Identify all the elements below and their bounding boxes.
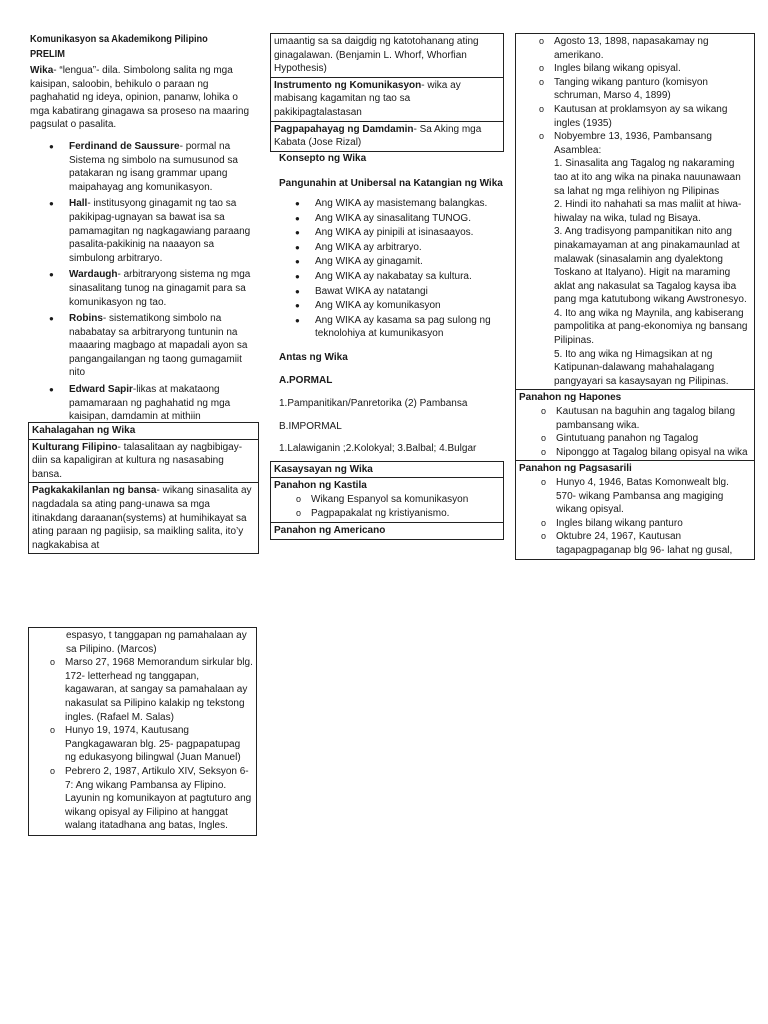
section-heading: Pangunahin at Unibersal na Katangian ng Wika [279,178,503,190]
list-item: ● Ang WIKA ay komunikasyon [304,299,504,313]
wika-text: - “lengua”- dila. Simbolong salita ng mga kaisipan, saloobin, behikulo o paraan ng paghahatid ng ideya, opinion, pananw, lohika o mga kabatirang ginagawa sa proseso na maaring pagsulat o pasalita. [30,65,250,131]
katangian-list [270,197,504,341]
asamblea-points: 1. Sinasalita ang Tagalog ng nakaraming tao at ito ang wika na pinaka nauunawaan sa lahat ng mga relihiyon ng Pilipinas 2. Hindi ito nahahati sa mas maliit at hiwa-hiwalay na wika, tulad ng Bisaya. 3. Ang tradisyong pampanitikan nito ang pinakamayaman at ang pinakamaunlad at malawak (sinasalamin ang dyalektong Toskano at Italyano). Higit na maraming aklat ang nakasulat sa Tagalog kaysa iba pang mga katutubong wikang Awstronesyo. 4. Ito ang wika ng Maynila, ang kabiserang pampolitika at pang-ekonomiya ng bansang Pilipinas. 5. Ito ang wika ng Himagsikan at ng Katipunan-dalawang mahahalagang pangyayari sa kasaysayan ng Pilipinas. [554,158,748,387]
table-row: umaantig sa sa daigdig ng katotohanang ating ginagalawan. (Benjamin L. Whorf, Whorfian Hypothesis) [271,34,503,78]
section-heading: Konsepto ng Wika [279,152,367,164]
table-row [516,390,754,461]
column-1 [30,32,260,427]
antas-section [270,351,504,456]
list-item: ● Ang WIKA ay nakabatay sa kultura. [304,270,504,284]
list-item: o Kautusan na baguhin ang tagalog bilang pambansang wika. [541,405,751,432]
table-row: Pagkakakilanlan ng bansa- wikang sinasalita ay nagdadala sa ating pang-unawa sa mga itinakdang daraanan(systems) at humihikayat sa ating paraan ng pagiisip, sa maikling salita, ito’y nagkakabisa at [32,485,252,551]
list-item: ● Ang WIKA ay pinipili at isinasaayos. [304,226,504,240]
column-3 [515,33,755,560]
continuation-text: espasyo, t tanggapan ng pamahalaan ay sa Pilipino. (Marcos) [66,630,247,655]
definition-item: ● Wardaugh- arbitraryong sistema ng mga sinasalitang tunog na ginagamit para sa komunikasyon ng tao. [58,268,260,309]
list-item: o Nobyembre 13, 1936, Pambansang Asamblea: [539,130,751,157]
table-row [516,461,754,558]
list-item: o Ingles bilang wikang opisyal. [539,62,751,76]
kahalagahan-table [28,422,259,554]
list-item: ● Ang WIKA ay sinasalitang TUNOG. [304,212,504,226]
hapones-heading: Panahon ng Hapones [519,392,622,404]
table-header: Kahalagahan ng Wika [29,423,258,440]
table-row: Pagpapahayag ng Damdamin- Sa Aking mga Kabata (Jose Rizal) [274,123,482,149]
definition-item: ● Robins- sistematikong simbolo na nababatay sa arbitraryong tuntunin na maaaring magbago at mapadali ayon sa pangangailangan ng taong gumagamiit nito [58,312,260,380]
table-row [271,478,503,523]
definition-item: ● Ferdinand de Saussure- pormal na Sistema ng simbolo na sumusunod sa patakaran ng isang grammar upang maipahayag ang komunikasyon. [58,140,260,194]
list-item: o Hunyo 4, 1946, Batas Komonwealt blg. 570- wikang Pambansa ang magiging wikang opisyal. [541,476,751,517]
list-item: o Marso 27, 1968 Memorandum sirkular blg. 172- letterhead ng tanggapan, kagawaran, at sangay sa pamahalaan ay nakasulat sa Pilipino kalakip ng tekstong ingles. (Rafael M. Salas) [50,656,253,724]
americano-heading: Panahon ng Americano [274,525,386,537]
konsepto-section [270,152,504,191]
document-title: Komunikasyon sa Akademikong Pilipino [30,33,208,45]
list-item: ● Ang WIKA ay masistemang balangkas. [304,197,504,211]
definition-list [30,140,260,424]
list-item: o Gintutuang panahon ng Tagalog [541,432,751,446]
pormal-items: 1.Pampanitikan/Panretorika (2) Pambansa [279,398,468,410]
list-item: ● Bawat WIKA ay natatangi [304,285,504,299]
list-item: o Hunyo 19, 1974, Kautusang Pangkagawaran blg. 25- pagpapatupag ng edukasyong bilingwal (Juan Manuel) [50,724,253,765]
section-heading: Antas ng Wika [279,351,348,363]
column-2 [270,33,504,540]
pagsasarili-list-continued [32,656,253,833]
pormal-label: A.PORMAL [279,375,333,387]
definition-item: ● Hall- institusyong ginagamit ng tao sa pakikipag-ugnayan sa bawat isa sa pamamagitan ng nagkagawiang paraang pasalita-pakikinig na naaayon sa simbulong arbitraryo. [58,197,260,265]
kastila-list [274,493,500,520]
list-item: o Ingles bilang wikang panturo [541,517,751,531]
pagsasarili-heading: Panahon ng Pagsasarili [519,463,632,475]
list-item: o Oktubre 24, 1967, Kautusan tagapagpaganap blg 96- lahat ng gusal, [541,530,751,557]
list-item: ● Ang WIKA ay kasama sa pag sulong ng teknolohiya at kumunikasyon [304,314,504,341]
kasaysayan-table [270,461,504,540]
continuation-content [29,628,256,835]
americano-list [519,35,751,157]
table-row: Kulturang Filipino- talasalitaan ay nagbibigay-diin sa kapaligiran at kultura ng nasasabing bansa. [29,440,258,484]
table-header: Kasaysayan ng Wika [271,462,503,479]
kastila-heading: Panahon ng Kastila [274,480,367,492]
list-item: ● Ang WIKA ay arbitraryo. [304,241,504,255]
list-item: o Agosto 13, 1898, napasakamay ng amerikano. [539,35,751,62]
list-item: o Niponggo at Tagalog bilang opisyal na wika [541,446,751,460]
definition-item: ● Edward Sapir-likas at makataong pamamaraan ng paghahatid ng mga kaisipan, damdamin at mithiin [58,383,260,424]
list-item: o Kautusan at proklamsyon ay sa wikang ingles (1935) [539,103,751,130]
list-item: o Pagpapakalat ng kristiyanismo. [296,507,500,521]
list-item: o Tanging wikang panturo (komisyon schruman, Marso 4, 1899) [539,76,751,103]
list-item: ● Ang WIKA ay ginagamit. [304,255,504,269]
hapones-list [519,405,751,459]
wika-definition [30,64,260,132]
continuation-box [28,627,257,836]
pagsasarili-list [519,476,751,558]
table-row [516,34,754,390]
impormal-items: 1.Lalawiganin ;2.Kolokyal; 3.Balbal; 4.Bulgar [279,443,477,455]
wika-term: Wika [30,65,54,76]
kahalagahan-continued-table [270,33,504,152]
list-item: o Pebrero 2, 1987, Artikulo XIV, Seksyon 6-7: Ang wikang Pambansa ay Flipino. Layunin ng komunikayon at pagtuturo ang wikang opisyal ay Filipino at hanggat walang itatadhana ang batas, Ingles. [50,765,253,833]
impormal-label: B.IMPORMAL [279,420,342,432]
document-subtitle: PRELIM [30,48,65,60]
table-row: Instrumento ng Komunikasyon- wika ay mabisang kagamitan ng tao sa pakikipagtalastasan [271,78,503,122]
list-item: o Wikang Espanyol sa komunikasyon [296,493,500,507]
